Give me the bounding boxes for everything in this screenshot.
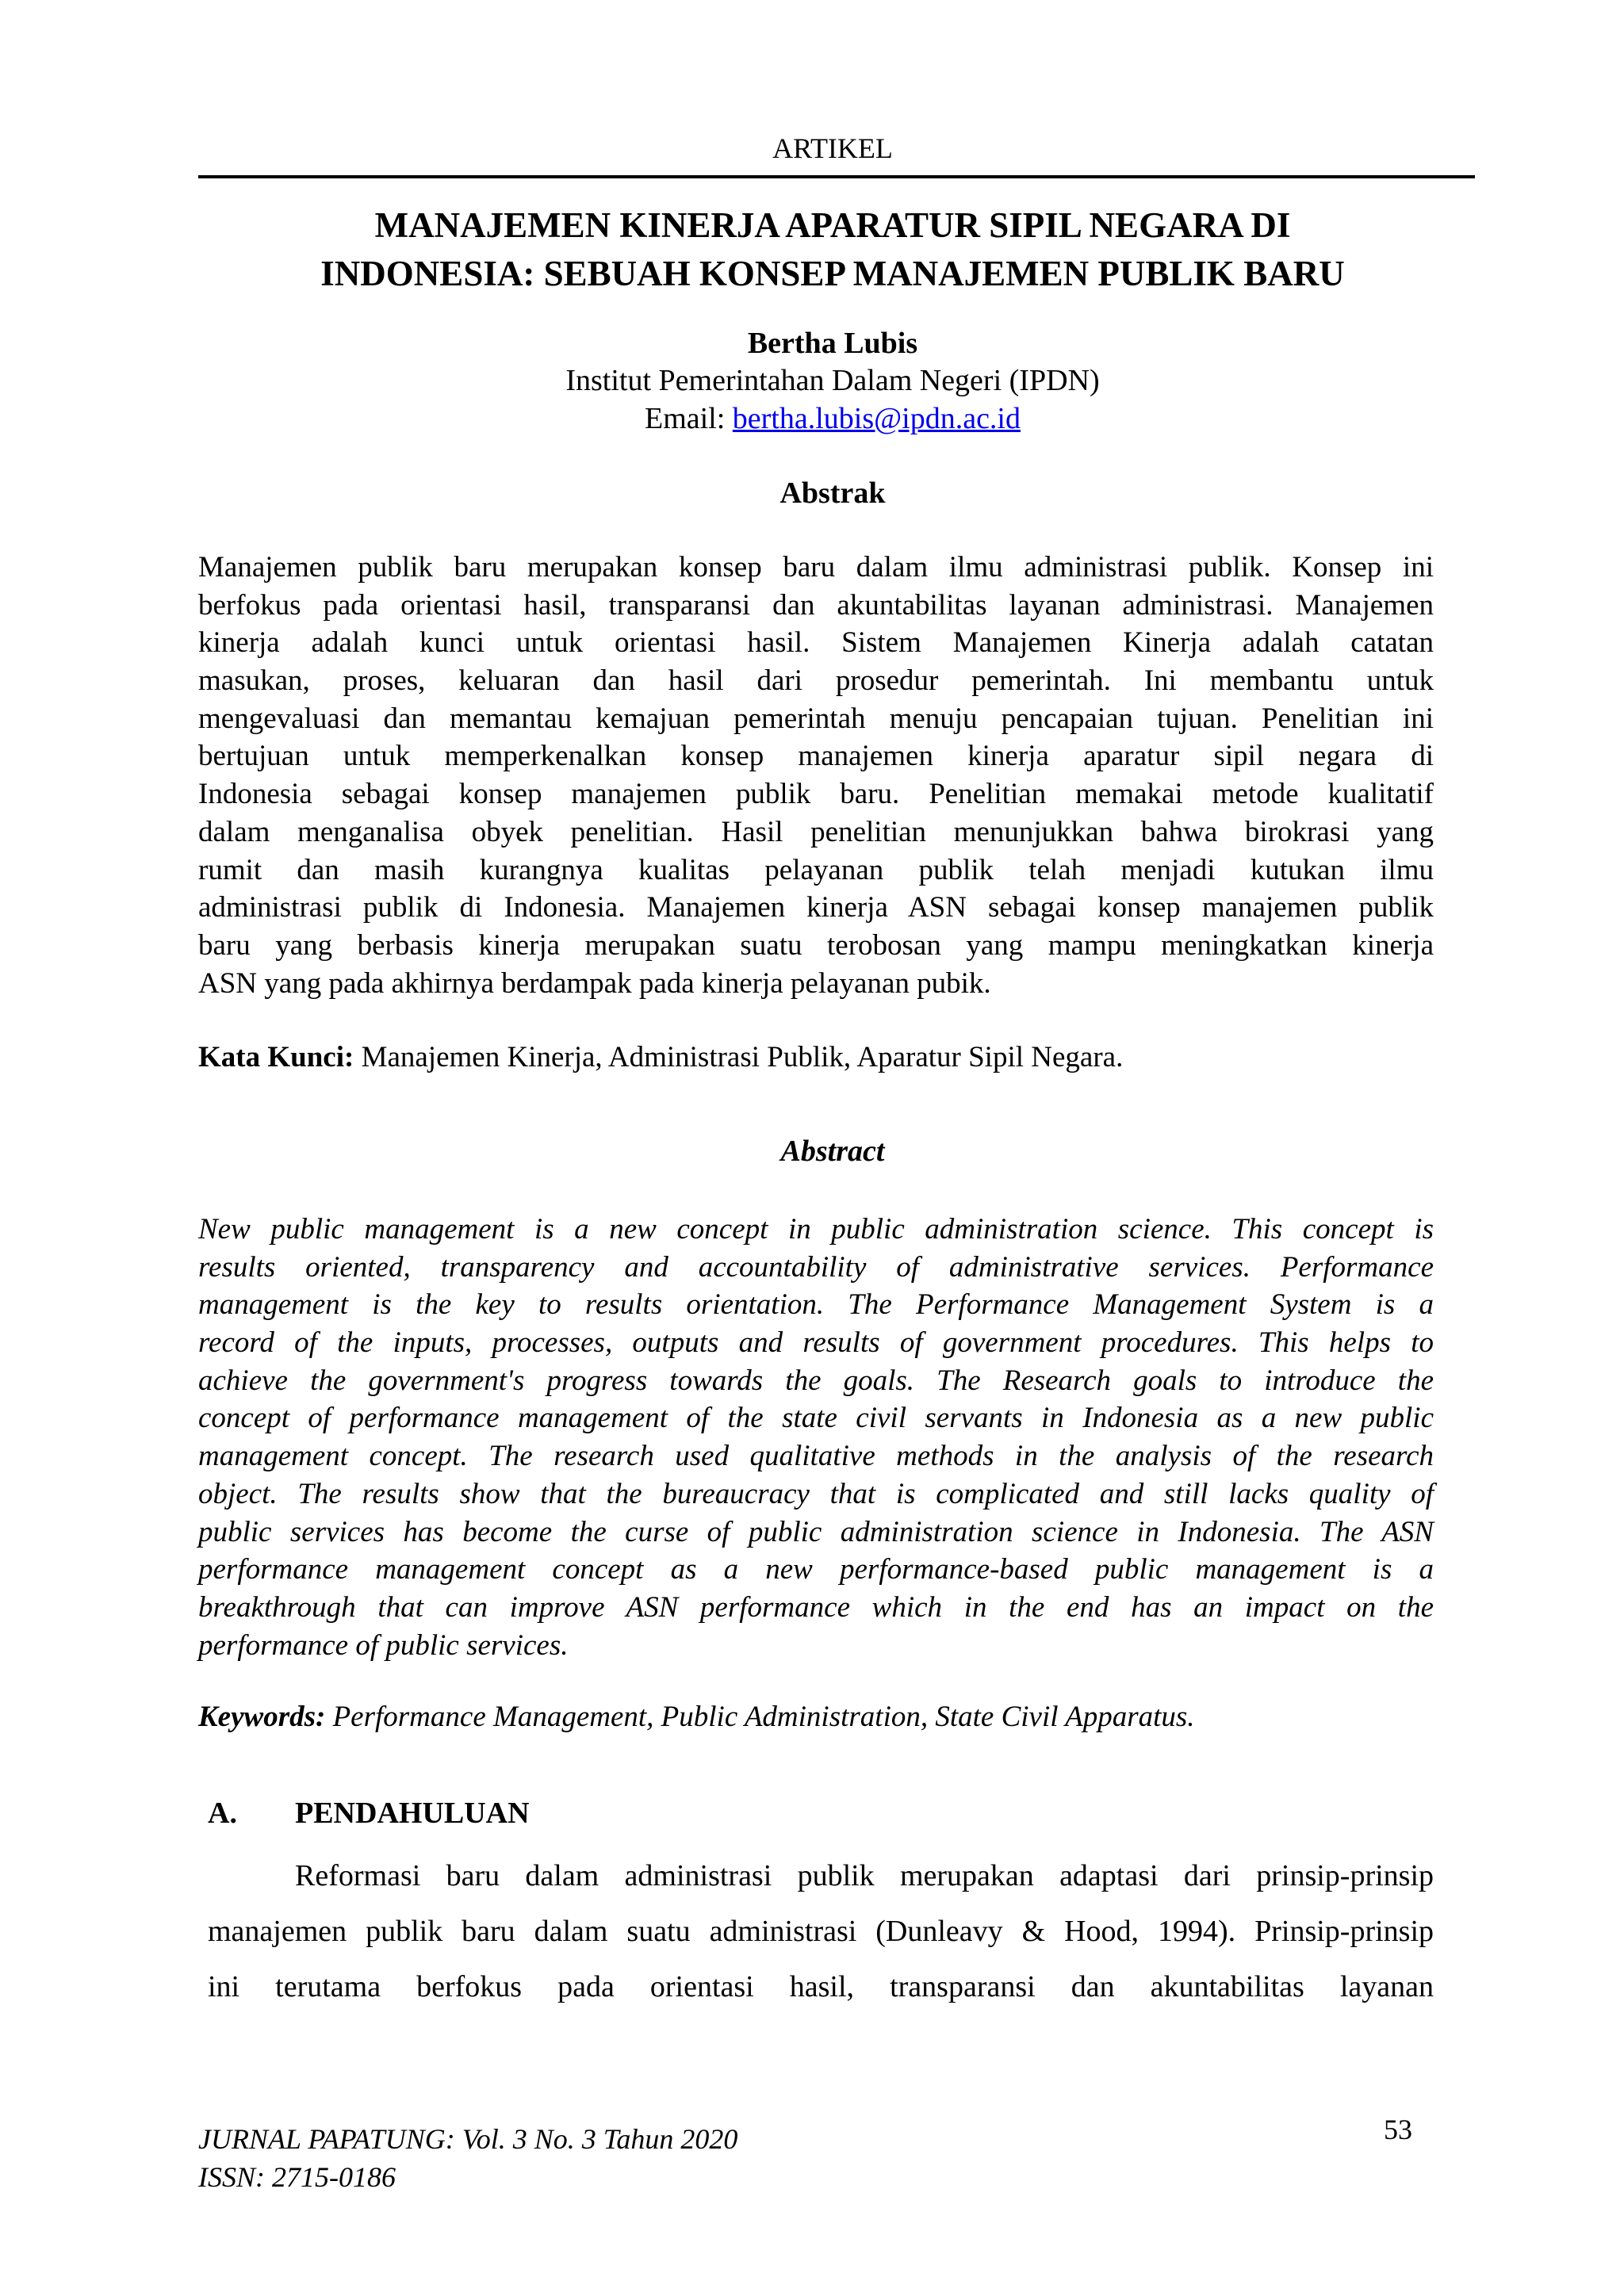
section-label: ARTIKEL [772,132,893,164]
abstrak-line: Manajemen publik baru merupakan konsep baru dalam ilmu administrasi publik. Konsep ini [198,551,1434,584]
abstrak-line: kinerja adalah kunci untuk orientasi hasil. Sistem Manajemen Kinerja adalah catatan [198,626,1434,660]
section-heading [208,1796,530,1831]
page-number: 53 [1384,2114,1412,2145]
abstract-line: record of the inputs, processes, outputs and results of government procedures. This helps to [198,1326,1434,1360]
author-email-line [198,401,1467,436]
keywords [198,1700,1467,1734]
title-line: INDONESIA: SEBUAH KONSEP MANAJEMEN PUBLIK BARU [320,254,1345,293]
intro-line: Reformasi baru dalam administrasi publik merupakan adaptasi dari prinsip-prinsip [295,1859,1434,1892]
email-link[interactable]: bertha.lubis@ipdn.ac.id [732,402,1021,435]
section-title: PENDAHULUAN [295,1797,530,1830]
footer-journal-info [198,2120,737,2196]
abstract-line: New public management is a new concept in public administration science. This concept is [198,1213,1434,1246]
abstract-paragraph [198,1211,1434,1664]
abstrak-paragraph [198,549,1434,1002]
author-name: Bertha Lubis [747,327,918,360]
abstrak-line: dalam menganalisa obyek penelitian. Hasil penelitian menunjukkan bahwa birokrasi yang [198,815,1434,848]
abstract-line: results oriented, transparency and accountability of administrative services. Performance [198,1250,1434,1284]
abstrak-line: berfokus pada orientasi hasil, transparansi dan akuntabilitas layanan administrasi. Manajemen [198,588,1434,622]
abstract-line: public services has become the curse of public administration science in Indonesia. The ASN [198,1515,1434,1548]
abstrak-line: Indonesia sebagai konsep manajemen publik baru. Penelitian memakai metode kualitatif [198,778,1434,811]
abstract-line: performance of public services. [198,1628,569,1662]
title-line: MANAJEMEN KINERJA APARATUR SIPIL NEGARA DI [374,205,1291,245]
abstract-line: object. The results show that the bureaucracy that is complicated and still lacks quality of [198,1477,1434,1510]
introduction-paragraph [208,1848,1434,2015]
kata-kunci-label: Kata Kunci: [198,1041,354,1073]
keywords-values: Performance Management, Public Administration, State Civil Apparatus. [325,1701,1195,1733]
kata-kunci-values: Manajemen Kinerja, Administrasi Publik, Aparatur Sipil Negara. [354,1041,1124,1073]
intro-line: ini terutama berfokus pada orientasi hasil, transparansi dan akuntabilitas layanan [208,1970,1434,2003]
abstrak-line: baru yang berbasis kinerja merupakan suatu terobosan yang mampu meningkatkan kinerja [198,928,1434,962]
abstrak-line: rumit dan masih kurangnya kualitas pelayanan publik telah menjadi kutukan ilmu [198,853,1434,886]
abstract-line: management concept. The research used qualitative methods in the analysis of the research [198,1440,1434,1473]
kata-kunci [198,1040,1467,1074]
journal-issn: ISSN: 2715-0186 [198,2161,396,2193]
intro-line: manajemen publik baru dalam suatu administrasi (Dunleavy & Hood, 1994). Prinsip-prinsip [208,1915,1434,1948]
abstrak-heading: Abstrak [779,476,886,510]
abstrak-line: administrasi publik di Indonesia. Manajemen kinerja ASN sebagai konsep manajemen publik [198,891,1434,924]
abstract-line: concept of performance management of the state civil servants in Indonesia as a new public [198,1402,1434,1435]
abstract-line: management is the key to results orientation. The Performance Management System is a [198,1288,1434,1322]
author-affiliation: Institut Pemerintahan Dalam Negeri (IPDN) [565,364,1100,397]
email-label: Email: [644,402,733,435]
abstrak-line: masukan, proses, keluaran dan hasil dari prosedur pemerintah. Ini membantu untuk [198,664,1434,698]
abstrak-line: bertujuan untuk memperkenalkan konsep manajemen kinerja aparatur sipil negara di [198,740,1434,773]
journal-citation: JURNAL PAPATUNG: Vol. 3 No. 3 Tahun 2020 [198,2123,738,2155]
article-title [198,201,1467,298]
header-rule [198,175,1475,178]
abstrak-line: ASN yang pada akhirnya berdampak pada kinerja pelayanan pubik. [198,966,991,1000]
abstrak-line: mengevaluasi dan memantau kemajuan pemerintah menuju pencapaian tujuan. Penelitian ini [198,702,1434,735]
abstract-heading: Abstract [780,1135,885,1168]
abstract-line: achieve the government's progress towards the goals. The Research goals to introduce the [198,1364,1434,1397]
abstract-line: breakthrough that can improve ASN performance which in the end has an impact on the [198,1590,1434,1624]
abstract-line: performance management concept as a new performance-based public management is a [198,1553,1434,1586]
keywords-label: Keywords: [198,1701,326,1733]
section-number: A. [208,1797,237,1830]
